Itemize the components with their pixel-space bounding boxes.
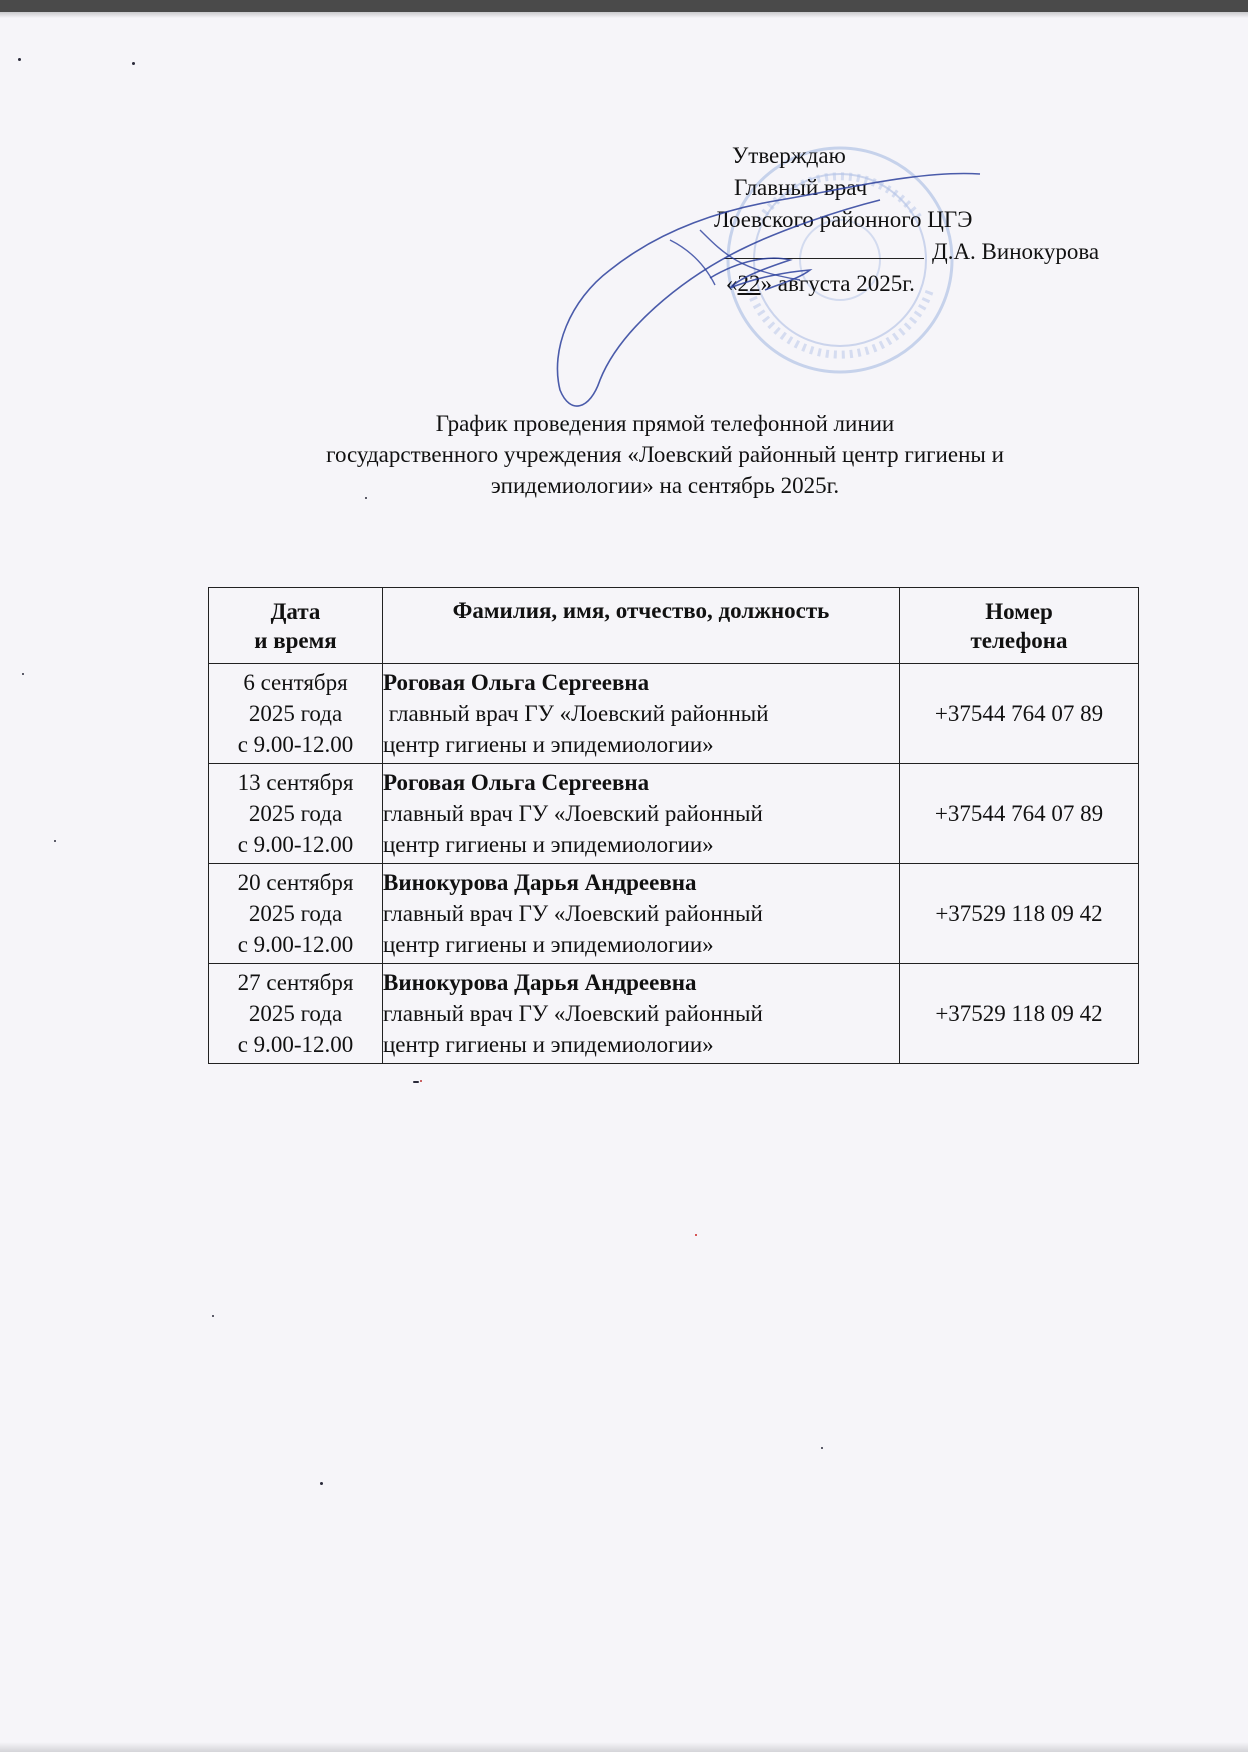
row-person-cell [383, 964, 900, 1064]
title-line-2: государственного учреждения «Лоевский районный центр гигиены и [326, 442, 1004, 467]
approval-date-rest: » августа 2025г. [760, 271, 915, 296]
row-person-name: Роговая Ольга Сергеевна [383, 770, 650, 795]
document-title [200, 408, 1130, 501]
row-date-cell [209, 664, 383, 764]
row-phone: +37544 764 07 89 [900, 764, 1139, 864]
table-row [209, 964, 1139, 1064]
row-person-cell [383, 764, 900, 864]
approval-heading: Утверждаю [732, 143, 846, 168]
scan-speck [413, 1081, 419, 1083]
table-header-row [209, 588, 1139, 664]
header-phone-line-2: телефона [970, 627, 1068, 653]
scan-bottom-edge [0, 1742, 1248, 1752]
approval-date-open: « [726, 271, 738, 296]
scan-speck [420, 1080, 422, 1082]
row-date-cell [209, 964, 383, 1064]
header-person: Фамилия, имя, отчество, должность [383, 588, 900, 664]
header-date-time [209, 588, 383, 664]
header-date-line-1: Дата [270, 598, 321, 624]
row-person-role-line-1: главный врач ГУ «Лоевский районный [383, 801, 763, 826]
scan-speck [18, 58, 21, 61]
row-time: с 9.00-12.00 [237, 832, 354, 857]
row-person-role-line-2: центр гигиены и эпидемиологии» [383, 832, 714, 857]
title-line-1: График проведения прямой телефонной линии [435, 411, 895, 436]
header-phone-line-1: Номер [985, 598, 1053, 624]
approval-date-day: 22 [737, 271, 761, 296]
row-time: с 9.00-12.00 [237, 932, 354, 957]
scan-speck [212, 1315, 214, 1317]
row-time: с 9.00-12.00 [237, 1032, 354, 1057]
scan-speck [821, 1447, 823, 1449]
row-year: 2025 года [248, 801, 343, 826]
row-date: 27 сентября [237, 970, 354, 995]
title-line-3: эпидемиологии» на сентябрь 2025г. [490, 473, 840, 498]
row-phone: +37544 764 07 89 [900, 664, 1139, 764]
approval-signer: Д.А. Винокурова [932, 239, 1100, 264]
row-person-cell [383, 664, 900, 764]
row-date: 6 сентября [243, 670, 348, 695]
row-date-cell [209, 864, 383, 964]
row-date: 13 сентября [237, 770, 354, 795]
table-row [209, 864, 1139, 964]
row-year: 2025 года [248, 701, 343, 726]
scan-speck [695, 1234, 697, 1236]
header-date-line-2: и время [254, 627, 337, 653]
approval-position: Главный врач [734, 175, 868, 200]
handwritten-signature [540, 160, 1000, 420]
row-person-name: Роговая Ольга Сергеевна [383, 670, 650, 695]
scan-speck [54, 840, 56, 842]
row-phone: +37529 118 09 42 [900, 964, 1139, 1064]
row-phone: +37529 118 09 42 [900, 864, 1139, 964]
row-date: 20 сентября [237, 870, 354, 895]
row-person-role-line-2: центр гигиены и эпидемиологии» [383, 1032, 714, 1057]
row-date-cell [209, 764, 383, 864]
scan-speck [365, 497, 367, 499]
hotline-schedule-table [208, 587, 1139, 1064]
row-time: с 9.00-12.00 [237, 732, 354, 757]
approval-organization: Лоевского районного ЦГЭ [714, 207, 973, 232]
row-person-role-line-2: центр гигиены и эпидемиологии» [383, 932, 714, 957]
row-person-role-line-2: центр гигиены и эпидемиологии» [383, 732, 714, 757]
scan-top-edge [0, 0, 1248, 12]
row-year: 2025 года [248, 1001, 343, 1026]
scan-speck [132, 62, 135, 65]
row-person-role-line-1: главный врач ГУ «Лоевский районный [383, 901, 763, 926]
row-person-name: Винокурова Дарья Андреевна [383, 970, 697, 995]
scan-speck [22, 673, 24, 675]
table-row [209, 664, 1139, 764]
row-person-role-line-1: главный врач ГУ «Лоевский районный [383, 1001, 763, 1026]
scan-speck [320, 1482, 323, 1485]
header-phone [900, 588, 1139, 664]
row-person-name: Винокурова Дарья Андреевна [383, 870, 697, 895]
row-person-cell [383, 864, 900, 964]
row-year: 2025 года [248, 901, 343, 926]
table-row [209, 764, 1139, 864]
row-person-role-line-1: главный врач ГУ «Лоевский районный [383, 701, 769, 726]
